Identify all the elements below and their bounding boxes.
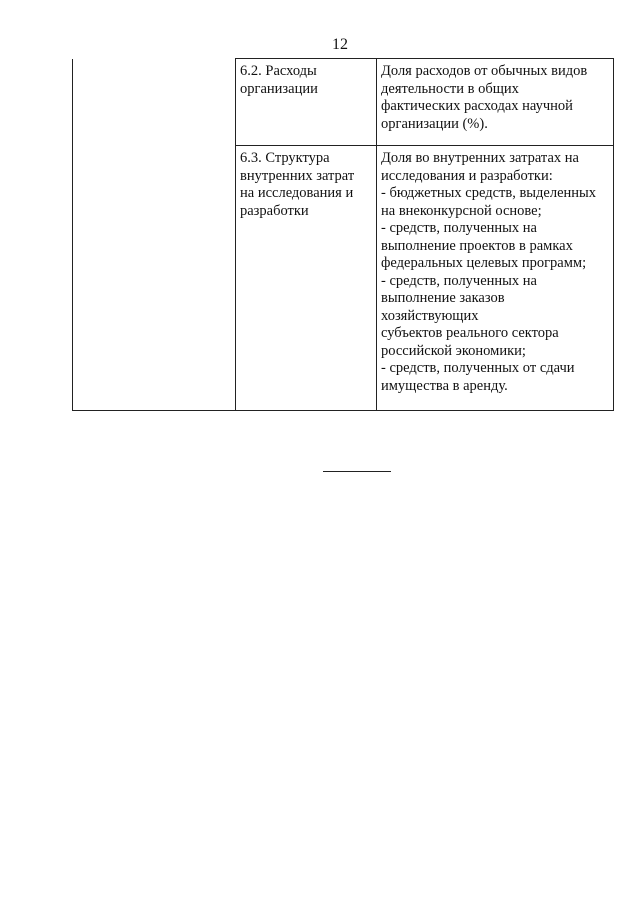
table-cell-description [377,59,614,146]
description-line: - средств, полученных на [381,220,537,236]
description-line: организации (%). [381,115,488,132]
description-line: - бюджетных средств, выделенных [381,185,597,201]
indicators-table [72,58,614,411]
description-line: федеральных целевых программ; [381,255,587,271]
indicator-line: внутренних затрат [240,167,355,184]
table-cell-description [377,146,614,411]
description-line: деятельности в общих [381,80,519,97]
description-line: хозяйствующих [381,307,479,324]
table-cell-empty [73,59,236,411]
description-line: - средств, полученных на [381,272,537,289]
description-line: российской экономики; [381,342,526,359]
description-line: исследования и разработки: [381,167,553,184]
description-line: выполнение проектов в рамках [381,237,573,254]
description-line: - средств, полученных от сдачи [381,360,575,376]
indicator-line: 6.3. Структура [240,150,330,166]
description-line: Доля расходов от обычных видов [381,63,588,79]
description-line: Доля во внутренних затратах на [381,150,579,166]
description-line: выполнение заказов [381,290,505,306]
table-cell-indicator [236,59,377,146]
description-line: на внеконкурсной основе; [381,202,542,219]
description-line: субъектов реального сектора [381,325,559,341]
end-of-document-rule [323,471,391,472]
description-line: имущества в аренду. [381,377,508,394]
page-number: 12 [332,36,348,53]
indicator-line: разработки [240,202,309,219]
table-cell-indicator [236,146,377,411]
indicator-line: организации [240,80,318,97]
indicator-line: 6.2. Расходы [240,63,317,79]
indicator-line: на исследования и [240,185,354,201]
description-line: фактических расходах научной [381,98,573,114]
table-row [73,59,614,146]
